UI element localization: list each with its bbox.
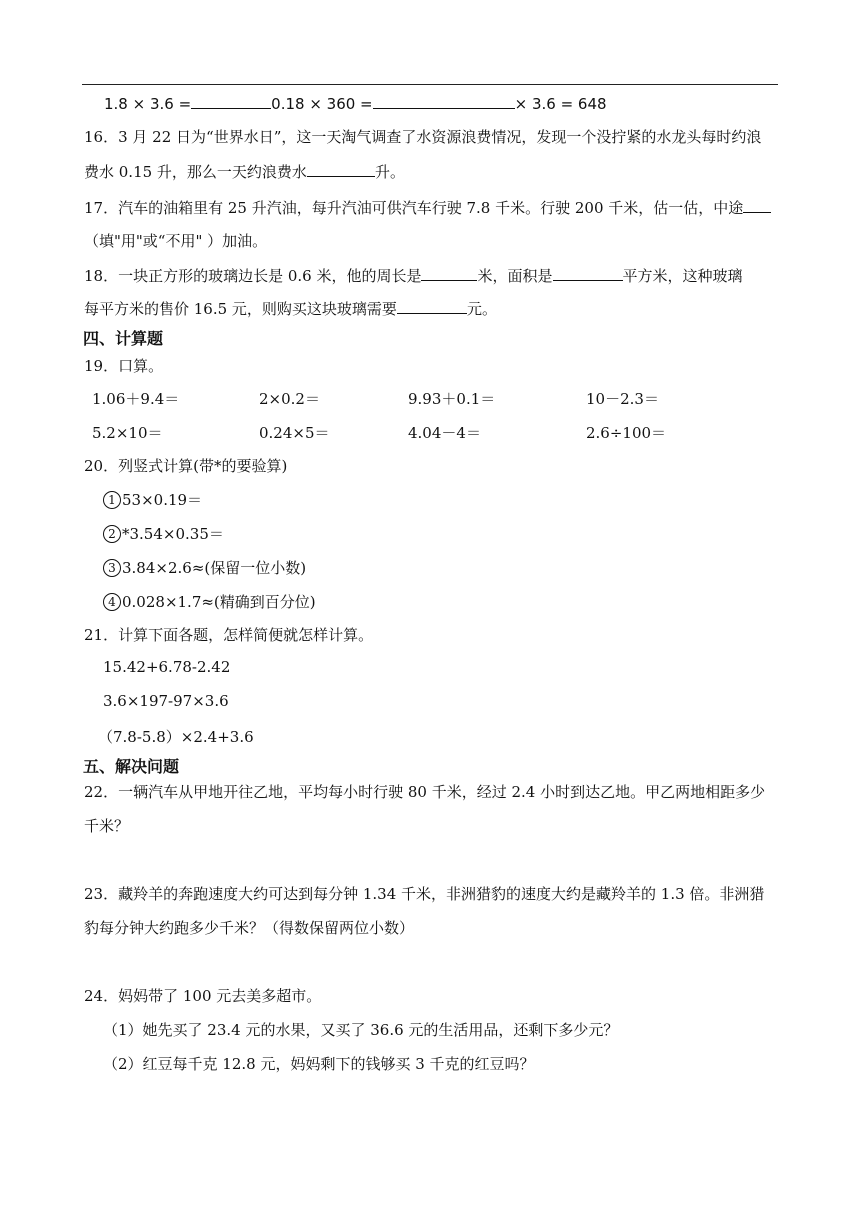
q15-expr-b: 0.18 × 360 = — [271, 95, 373, 113]
q21-title: 21．计算下面各题，怎样简便就怎样计算。 — [84, 626, 374, 644]
q19-item: 1.06＋9.4＝ — [92, 390, 180, 408]
q19-item: 10－2.3＝ — [586, 390, 659, 408]
q17-line1 — [84, 197, 771, 218]
q18-text-a: 18．一块正方形的玻璃边长是 0.6 米，他的周长是 — [84, 267, 422, 285]
answer-blank[interactable] — [373, 93, 515, 109]
q18-text-d: 每平方米的售价 16.5 元，则购买这块玻璃需要 — [84, 300, 397, 318]
answer-blank[interactable] — [397, 298, 467, 314]
q20-item-text: 0.028×1.7≈(精确到百分位) — [122, 593, 316, 611]
answer-blank[interactable] — [553, 265, 623, 281]
q15-expr-a: 1.8 × 3.6 = — [104, 95, 192, 113]
q22-line1: 22．一辆汽车从甲地开往乙地，平均每小时行驶 80 千米，经过 2.4 小时到达乙地。甲乙两地相距多少 — [84, 783, 766, 801]
answer-blank[interactable] — [743, 197, 771, 213]
q21-item: 15.42+6.78-2.42 — [103, 658, 231, 676]
answer-blank[interactable] — [421, 265, 477, 281]
header-rule — [82, 84, 778, 85]
q24-sub1: （1）她先买了 23.4 元的水果，又买了 36.6 元的生活用品，还剩下多少元？ — [103, 1021, 619, 1039]
q19-item: 5.2×10＝ — [92, 424, 163, 442]
q18-text-c: 平方米，这种玻璃 — [622, 267, 743, 285]
q16-unit: 升。 — [374, 163, 405, 181]
q19-item: 2.6÷100＝ — [586, 424, 667, 442]
q19-item: 0.24×5＝ — [259, 424, 330, 442]
q19-item: 4.04－4＝ — [408, 424, 481, 442]
circled-number-icon: 2 — [103, 525, 121, 543]
q18-text-e: 元。 — [466, 300, 497, 318]
q20-item-text: 53×0.19＝ — [122, 491, 203, 509]
answer-blank[interactable] — [191, 93, 271, 109]
q21-item: （7.8-5.8）×2.4+3.6 — [98, 728, 254, 746]
q18-line1 — [84, 265, 743, 286]
q20-item-text: 3.84×2.6≈(保留一位小数) — [122, 559, 307, 577]
circled-number-icon: 4 — [103, 593, 121, 611]
q17-line2: （填"用"或“不用" ）加油。 — [84, 232, 268, 250]
q21-item: 3.6×197-97×3.6 — [103, 692, 229, 710]
q17-text: 17．汽车的油箱里有 25 升汽油，每升汽油可供汽车行驶 7.8 千米。行驶 200 千米，估一估，中途 — [84, 199, 744, 217]
q24-line1: 24．妈妈带了 100 元去美多超市。 — [84, 987, 322, 1005]
q22-line2: 千米？ — [84, 817, 130, 835]
q19-title: 19．口算。 — [84, 357, 164, 375]
q20-item — [103, 523, 224, 544]
q19-item: 9.93＋0.1＝ — [408, 390, 496, 408]
circled-number-icon: 1 — [103, 491, 121, 509]
q15-row — [104, 93, 607, 114]
q23-line2: 豹每分钟大约跑多少千米？（得数保留两位小数） — [84, 919, 415, 937]
q23-line1: 23．藏羚羊的奔跑速度大约可达到每分钟 1.34 千米，非洲猎豹的速度大约是藏羚羊的 1.3 倍。非洲猎 — [84, 885, 765, 903]
q18-text-b: 米，面积是 — [477, 267, 553, 285]
section-heading: 四、计算题 — [83, 329, 164, 348]
q16-line1: 16．3 月 22 日为“世界水日”，这一天淘气调查了水资源浪费情况，发现一个没拧紧的水龙头每时约浪 — [84, 128, 762, 146]
q20-item — [103, 591, 316, 612]
q18-line2 — [84, 298, 497, 319]
q20-title: 20．列竖式计算(带*的要验算) — [84, 457, 288, 475]
q19-item: 2×0.2＝ — [259, 390, 320, 408]
circled-number-icon: 3 — [103, 559, 121, 577]
answer-blank[interactable] — [307, 161, 375, 177]
section-heading: 五、解决问题 — [83, 757, 180, 776]
q20-item-text: *3.54×0.35＝ — [122, 525, 224, 543]
q16-line2 — [84, 161, 405, 182]
q20-item — [103, 557, 306, 578]
q20-item — [103, 489, 202, 510]
q16-text: 费水 0.15 升，那么一天约浪费水 — [84, 163, 307, 181]
q24-sub2: （2）红豆每千克 12.8 元，妈妈剩下的钱够买 3 千克的红豆吗？ — [103, 1055, 535, 1073]
q15-expr-c: × 3.6 = 648 — [514, 95, 607, 113]
